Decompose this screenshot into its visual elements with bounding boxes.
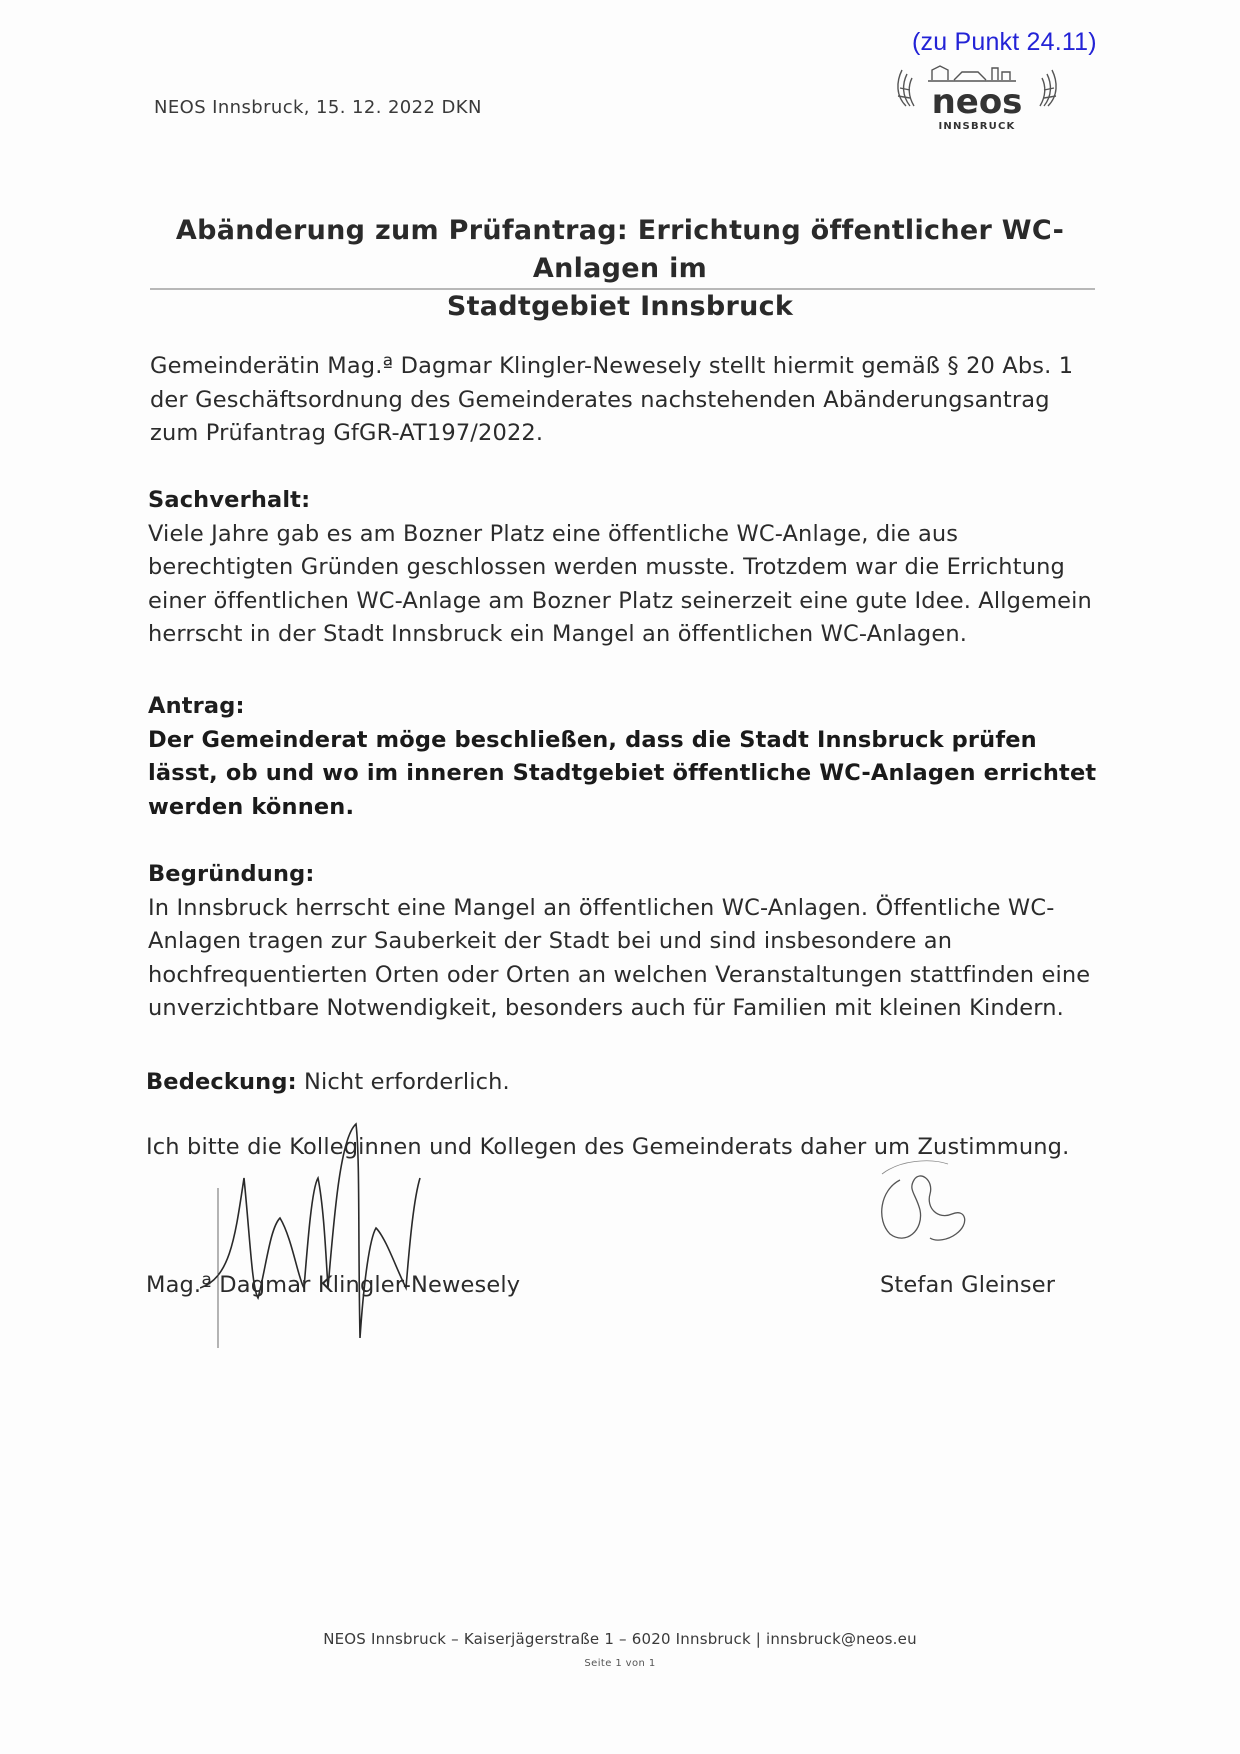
section-bedeckung [146,1066,1096,1100]
section-text: In Innsbruck herrscht eine Mangel an öffentlichen WC-Anlagen. Öffentliche WC-Anlagen tragen zur Sauberkeit der Stadt bei und sind insbesondere an hochfrequentierten Orten oder Orten an welchen Veranstaltungen stattfinden eine unverzichtbare Notwendigkeit, besonders auch für Familien mit kleinen Kindern. [148,894,1091,1021]
closing-sentence: Ich bitte die Kolleginnen und Kollegen des Gemeinderats daher um Zustimmung. [146,1134,1070,1160]
agenda-reference: (zu Punkt 24.11) [912,28,1097,56]
handwritten-signature-right [860,1150,1020,1270]
signatory-right: Stefan Gleinser [880,1272,1056,1298]
section-sachverhalt [148,484,1098,652]
section-begruendung [148,858,1098,1026]
section-antrag [148,690,1098,824]
signatory-left: Mag.ª Dagmar Klingler-Newesely [146,1272,521,1298]
motion-text: Der Gemeinderat möge beschließen, dass die Stadt Innsbruck prüfen lässt, ob und wo im inneren Stadtgebiet öffentliche WC-Anlagen errichtet werden können. [148,726,1097,820]
title-divider [150,288,1095,290]
section-heading: Sachverhalt: [148,487,311,513]
handwritten-signature-left [200,1118,500,1358]
svg-text:neos: neos [931,82,1023,122]
svg-text:INNSBRUCK: INNSBRUCK [938,121,1016,132]
footer-page-number: Seite 1 von 1 [584,1658,656,1669]
title-line-2: Stadtgebiet Innsbruck [446,291,794,322]
neos-logo [892,58,1062,134]
section-heading: Bedeckung: [146,1069,297,1095]
title-line-1: Abänderung zum Prüfantrag: Errichtung öffentlicher WC-Anlagen im [175,215,1065,284]
section-heading: Begründung: [148,861,315,887]
header-date-line: NEOS Innsbruck, 15. 12. 2022 DKN [154,97,482,118]
section-heading: Antrag: [148,693,245,719]
section-text: Viele Jahre gab es am Bozner Platz eine öffentliche WC-Anlage, die aus berechtigten Gründen geschlossen werden musste. Trotzdem war die Errichtung einer öffentlichen WC-Anlage am Bozner Platz seinerzeit eine gute Idee. Allgemein herrscht in der Stadt Innsbruck ein Mangel an öffentlichen WC-Anlagen. [148,520,1092,647]
footer-address: NEOS Innsbruck – Kaiserjägerstraße 1 – 6020 Innsbruck | innsbruck@neos.eu [323,1630,917,1648]
intro-paragraph: Gemeinderätin Mag.ª Dagmar Klingler-Newesely stellt hiermit gemäß § 20 Abs. 1 der Geschäftsordnung des Gemeinderates nachstehenden Abänderungsantrag zum Prüfantrag GfGR-AT197/2022. [150,353,1074,446]
document-title [140,212,1100,326]
section-text: Nicht erforderlich. [304,1069,510,1095]
